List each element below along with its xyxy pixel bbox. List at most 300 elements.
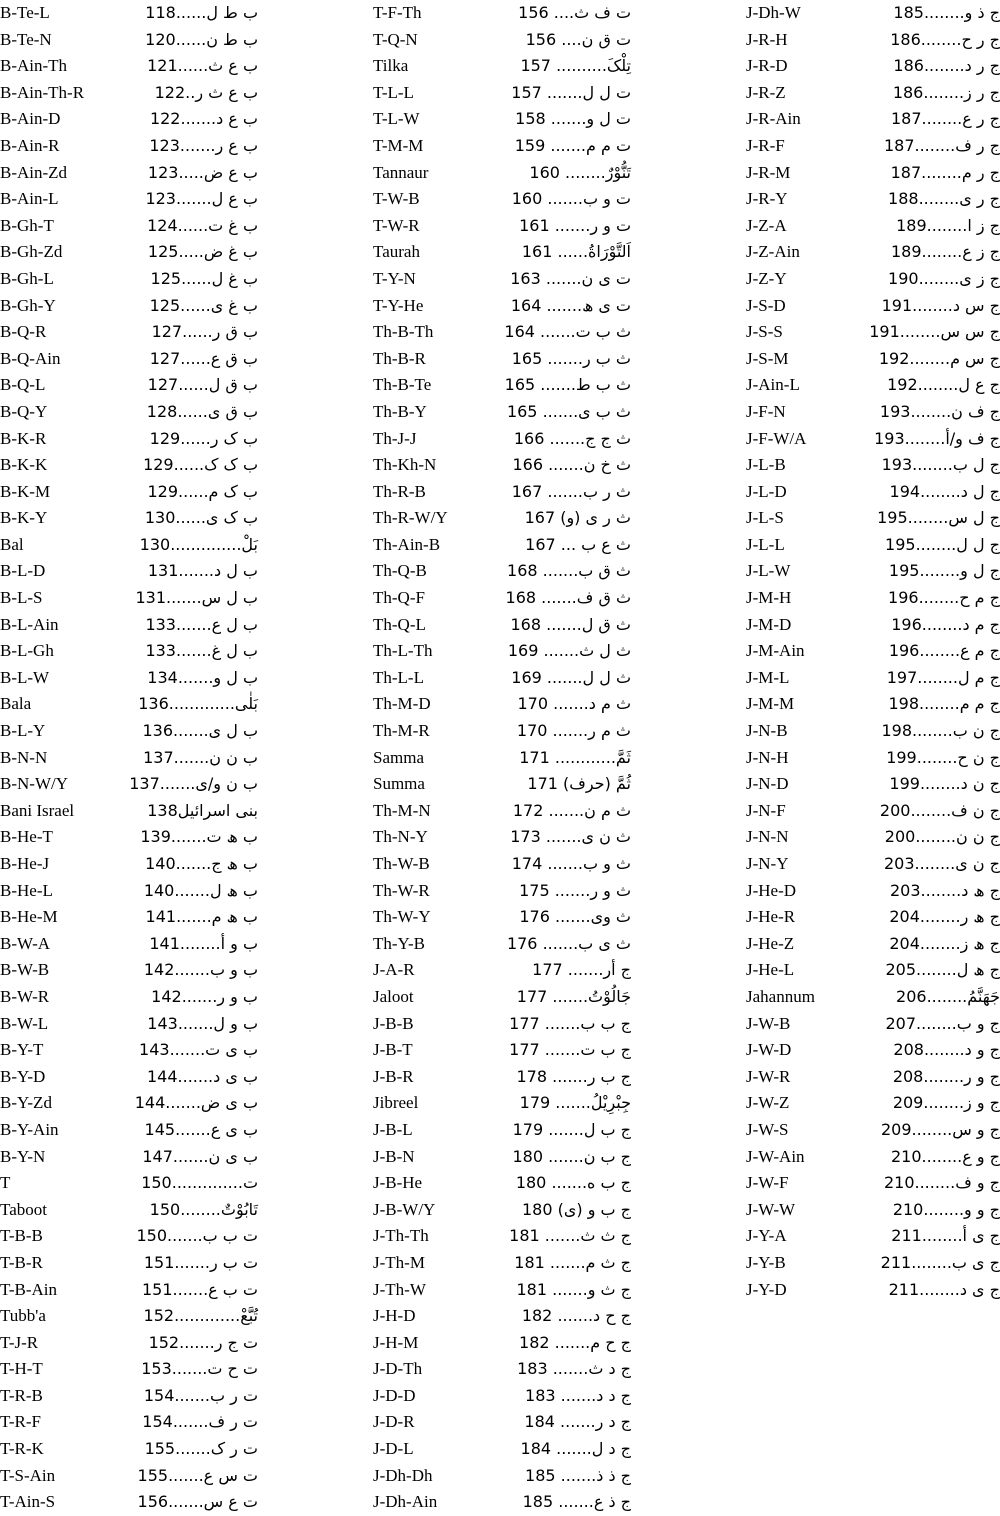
index-entry [373, 957, 631, 984]
transliteration-label: Th-B-Te [373, 375, 432, 395]
transliteration-label: J-M-Ain [746, 641, 805, 661]
arabic-root-with-page: ج م ع........196 [888, 641, 1000, 661]
arabic-root-with-page: ب و ر.......142 [151, 986, 258, 1006]
index-entry [746, 984, 1000, 1011]
arabic-root-with-page: ب ل ی.......136 [142, 721, 258, 741]
transliteration-label: B-L-S [0, 588, 43, 608]
arabic-root-with-page: ج ف و/أ........193 [874, 428, 1000, 448]
arabic-root-with-page: ب ھ ت.......139 [140, 827, 258, 847]
transliteration-label: Tannaur [373, 162, 429, 182]
index-entry [746, 239, 1000, 266]
arabic-root-with-page: ت ر ب.......154 [143, 1385, 258, 1405]
arabic-root-with-page: ج ز ا........189 [896, 215, 1000, 235]
index-entry [0, 745, 258, 772]
arabic-root-with-page: ب ی ن.......147 [142, 1146, 258, 1166]
index-entry [373, 1223, 631, 1250]
arabic-root-with-page: ج ن ن........200 [884, 827, 1000, 847]
transliteration-label: J-B-R [373, 1066, 414, 1086]
arabic-root-with-page: ج ح م....... 182 [519, 1332, 631, 1352]
arabic-root-with-page: اَلتَّوْرَاةُ...... 161 [521, 242, 631, 262]
arabic-root-with-page: ب ی ت.......143 [139, 1040, 258, 1060]
index-entry [373, 186, 631, 213]
transliteration-label: J-Z-Ain [746, 242, 800, 262]
index-entry [746, 745, 1000, 772]
index-entry [0, 984, 258, 1011]
transliteration-label: B-K-K [0, 455, 48, 475]
transliteration-label: Bal [0, 534, 24, 554]
index-entry [746, 878, 1000, 905]
arabic-root-with-page: ج د ل....... 184 [520, 1439, 631, 1459]
transliteration-label: B-Y-D [0, 1066, 46, 1086]
arabic-root-with-page: ب ع ث......121 [147, 56, 258, 76]
transliteration-label: B-Ain-D [0, 109, 61, 129]
transliteration-label: J-Dh-W [746, 3, 801, 22]
index-entry [0, 213, 258, 240]
arabic-root-with-page: ب ق ع......127 [149, 348, 258, 368]
index-entry [0, 133, 258, 160]
arabic-root-with-page: ج ل د........194 [889, 481, 1000, 501]
index-entry [373, 399, 631, 426]
transliteration-label: Th-Ain-B [373, 534, 441, 554]
index-entry [0, 80, 258, 107]
transliteration-label: J-R-F [746, 135, 785, 155]
transliteration-label: T-Y-He [373, 295, 424, 315]
index-entry [746, 452, 1000, 479]
transliteration-label: T [0, 1173, 11, 1193]
index-entry [373, 1330, 631, 1357]
transliteration-label: Th-L-L [373, 667, 424, 687]
arabic-root-with-page: جِبْرِیْلُ....... 179 [519, 1093, 631, 1113]
arabic-root-with-page: ث م ر....... 170 [516, 721, 631, 741]
transliteration-label: J-F-W/A [746, 428, 807, 448]
index-entry [746, 718, 1000, 745]
transliteration-label: J-Th-Th [373, 1226, 429, 1246]
transliteration-label: J-M-H [746, 588, 792, 608]
arabic-root-with-page: ج ف ن........193 [879, 401, 1000, 421]
arabic-root-with-page: ج ر م........187 [890, 162, 1000, 182]
index-entry [373, 851, 631, 878]
transliteration-label: Bala [0, 694, 32, 714]
arabic-root-with-page: ج و س........209 [881, 1119, 1000, 1139]
transliteration-label: J-W-B [746, 1013, 791, 1033]
index-entry [373, 532, 631, 559]
transliteration-label: Th-Q-F [373, 588, 425, 608]
index-entry [0, 691, 258, 718]
index-entry [746, 1064, 1000, 1091]
arabic-root-with-page: ج ن ب........198 [881, 721, 1000, 741]
index-entry [0, 426, 258, 453]
transliteration-label: Jibreel [373, 1093, 419, 1113]
transliteration-label: B-Ain-Zd [0, 162, 68, 182]
index-entry [373, 133, 631, 160]
index-entry [0, 106, 258, 133]
arabic-root-with-page: ب ق ی......128 [146, 401, 258, 421]
arabic-root-with-page: ج ب ت....... 177 [509, 1040, 631, 1060]
index-entry [373, 213, 631, 240]
arabic-root-with-page: ثُمَّ (حرف) 171 [527, 774, 631, 794]
transliteration-label: T-B-Ain [0, 1279, 57, 1299]
transliteration-label: J-H-M [373, 1332, 419, 1352]
arabic-root-with-page: ج و ع........210 [890, 1146, 1000, 1166]
arabic-root-with-page: ث ل ث....... 169 [507, 641, 631, 661]
arabic-root-with-page: ب ی ض.......144 [134, 1093, 258, 1113]
index-entry [746, 585, 1000, 612]
transliteration-label: J-R-H [746, 29, 788, 49]
arabic-root-with-page: ث و ب....... 174 [511, 854, 631, 873]
transliteration-label: J-He-D [746, 880, 797, 900]
index-column-1 [0, 0, 258, 1516]
arabic-root-with-page: ب غ ت......124 [147, 215, 258, 235]
transliteration-label: J-W-W [746, 1199, 796, 1219]
transliteration-label: J-B-He [373, 1173, 423, 1193]
transliteration-label: Th-W-Y [373, 907, 431, 927]
index-entry [373, 372, 631, 399]
arabic-root-with-page: ث ق ف....... 168 [505, 588, 631, 608]
transliteration-label: J-W-S [746, 1119, 789, 1139]
transliteration-label: B-Q-Y [0, 401, 48, 421]
index-entry [0, 1356, 258, 1383]
arabic-root-with-page: ب ع ض.....123 [147, 162, 258, 182]
arabic-root-with-page: ت ل و....... 158 [515, 109, 631, 129]
transliteration-label: B-Ain-Th-R [0, 82, 85, 102]
index-entry [0, 1277, 258, 1304]
index-entry [373, 1436, 631, 1463]
index-entry [373, 718, 631, 745]
transliteration-label: B-He-T [0, 827, 53, 847]
arabic-root-with-page: ب ک ی......130 [144, 508, 258, 528]
index-entry [746, 479, 1000, 506]
index-entry [0, 1330, 258, 1357]
arabic-root-with-page: ج ر د........186 [893, 56, 1000, 76]
index-entry [746, 691, 1000, 718]
index-entry [746, 1223, 1000, 1250]
arabic-root-with-page: ت و ب....... 160 [511, 189, 631, 209]
index-entry [373, 824, 631, 851]
transliteration-label: J-M-L [746, 667, 790, 687]
transliteration-label: Tubb'a [0, 1306, 46, 1326]
index-entry [746, 399, 1000, 426]
arabic-root-with-page: ج أر....... 177 [532, 960, 631, 980]
transliteration-label: B-K-R [0, 428, 47, 448]
transliteration-label: Th-W-R [373, 880, 430, 900]
index-entry [373, 160, 631, 187]
transliteration-label: T-R-K [0, 1439, 44, 1459]
transliteration-label: J-W-Z [746, 1093, 790, 1113]
index-entry [373, 346, 631, 373]
transliteration-label: J-B-N [373, 1146, 415, 1166]
index-entry [373, 638, 631, 665]
index-entry [373, 293, 631, 320]
index-entry [373, 1463, 631, 1490]
arabic-root-with-page: ت ع س.......156 [137, 1492, 258, 1512]
transliteration-label: B-W-R [0, 986, 50, 1006]
index-entry [373, 53, 631, 80]
arabic-root-with-page: ج ث ث....... 181 [509, 1226, 631, 1246]
arabic-root-with-page: ث ق ب....... 168 [507, 561, 631, 581]
transliteration-label: J-Y-A [746, 1226, 787, 1246]
arabic-root-with-page: ج و د........208 [893, 1040, 1000, 1060]
index-entry [373, 1197, 631, 1224]
transliteration-label: B-Gh-Zd [0, 242, 63, 262]
arabic-root-with-page: ج ب ب....... 177 [509, 1013, 631, 1033]
transliteration-label: J-He-L [746, 960, 795, 980]
arabic-root-with-page: ج ب ل....... 179 [512, 1119, 631, 1139]
transliteration-label: J-N-H [746, 747, 789, 767]
arabic-root-with-page: ث و ر....... 175 [519, 880, 631, 900]
transliteration-label: T-Y-N [373, 268, 416, 288]
index-entry [746, 851, 1000, 878]
transliteration-label: J-Dh-Dh [373, 1465, 433, 1485]
arabic-root-with-page: ث ب ت....... 164 [504, 322, 631, 342]
index-entry [0, 53, 258, 80]
transliteration-label: J-Y-B [746, 1252, 786, 1272]
index-entry [0, 1064, 258, 1091]
index-entry [373, 505, 631, 532]
index-entry [373, 585, 631, 612]
arabic-root-with-page: ب ط ن......120 [145, 29, 258, 49]
transliteration-label: T-L-L [373, 82, 414, 102]
transliteration-label: T-L-W [373, 109, 420, 129]
index-entry [373, 1409, 631, 1436]
index-entry [746, 319, 1000, 346]
index-entry [746, 106, 1000, 133]
arabic-root-with-page: ج ھ د........203 [889, 880, 1000, 900]
arabic-root-with-page: ب ل س.......131 [135, 588, 258, 608]
index-entry [0, 1090, 258, 1117]
transliteration-label: T-S-Ain [0, 1465, 56, 1485]
index-entry [746, 1277, 1000, 1304]
index-entry [746, 80, 1000, 107]
arabic-root-with-page: ج ل و........195 [888, 561, 1000, 581]
index-entry [373, 665, 631, 692]
transliteration-label: J-W-Ain [746, 1146, 805, 1166]
transliteration-label: Summa [373, 774, 425, 794]
arabic-root-with-page: ج د ر....... 184 [524, 1412, 631, 1432]
arabic-root-with-page: ج ز ی........190 [888, 268, 1000, 288]
transliteration-label: B-Q-Ain [0, 348, 61, 368]
arabic-root-with-page: ب و أ........141 [149, 933, 258, 953]
transliteration-label: T-B-R [0, 1252, 43, 1272]
arabic-root-with-page: ج ز ع........189 [890, 242, 1000, 262]
arabic-root-with-page: ب ک ر......129 [149, 428, 258, 448]
arabic-root-with-page: ث ی ب....... 176 [506, 933, 631, 953]
index-entry [0, 718, 258, 745]
arabic-root-with-page: ب ھ ل.......140 [143, 880, 258, 900]
arabic-root-with-page: ب ن ن.......137 [143, 747, 258, 767]
arabic-root-with-page: ت م م....... 159 [514, 135, 631, 155]
index-entry [373, 1064, 631, 1091]
transliteration-label: J-S-D [746, 295, 786, 315]
arabic-root-with-page: ث م د....... 170 [517, 694, 631, 714]
index-entry [0, 558, 258, 585]
index-entry [373, 878, 631, 905]
arabic-root-with-page: ب ل د.......131 [147, 561, 258, 581]
index-entry [0, 878, 258, 905]
transliteration-label: B-Gh-T [0, 215, 54, 235]
arabic-root-with-page: ب غ ل......125 [150, 268, 258, 288]
arabic-root-with-page: تَابُوْتٌ........150 [149, 1199, 258, 1219]
arabic-root-with-page: ت و ر....... 161 [519, 215, 631, 235]
index-entry [746, 346, 1000, 373]
arabic-root-with-page: ث م ن....... 172 [512, 800, 631, 820]
transliteration-label: B-Gh-L [0, 268, 54, 288]
arabic-root-with-page: ث خ ن....... 166 [512, 455, 631, 475]
arabic-root-with-page: ب ھ ج.......140 [145, 854, 258, 873]
index-entry [373, 904, 631, 931]
transliteration-label: B-Q-R [0, 322, 47, 342]
transliteration-label: B-Ain-L [0, 189, 59, 209]
arabic-root-with-page: ث ن ی....... 173 [510, 827, 631, 847]
transliteration-label: B-Y-N [0, 1146, 46, 1166]
transliteration-label: B-W-A [0, 933, 51, 953]
arabic-root-with-page: ج ر ف........187 [883, 135, 1000, 155]
index-entry [0, 1489, 258, 1516]
index-entry [0, 1144, 258, 1171]
transliteration-label: J-B-B [373, 1013, 414, 1033]
transliteration-label: J-D-D [373, 1385, 416, 1405]
index-entry [0, 372, 258, 399]
index-entry [0, 293, 258, 320]
transliteration-label: J-Dh-Ain [373, 1492, 438, 1512]
arabic-root-with-page: ج ذ ع....... 185 [522, 1492, 631, 1512]
arabic-root-with-page: ج ع ل........192 [887, 375, 1000, 395]
arabic-root-with-page: ب ل غ.......133 [145, 641, 258, 661]
index-entry [0, 239, 258, 266]
transliteration-label: B-Te-L [0, 3, 50, 22]
index-entry [373, 1170, 631, 1197]
index-entry [373, 931, 631, 958]
arabic-root-with-page: ج ن ح........199 [886, 747, 1000, 767]
arabic-root-with-page: ج ل ب........193 [881, 455, 1000, 475]
transliteration-label: B-He-M [0, 907, 58, 927]
index-entry [746, 1037, 1000, 1064]
index-entry [746, 771, 1000, 798]
index-entry [746, 1197, 1000, 1224]
transliteration-label: J-N-D [746, 774, 789, 794]
arabic-root-with-page: ج ذ ذ....... 185 [525, 1465, 631, 1485]
index-entry [746, 1250, 1000, 1277]
transliteration-label: Taurah [373, 242, 420, 262]
arabic-root-with-page: ب ک م......129 [147, 481, 258, 501]
arabic-root-with-page: ب غ ی......125 [149, 295, 258, 315]
transliteration-label: B-L-D [0, 561, 46, 581]
index-entry [746, 266, 1000, 293]
index-entry [746, 1090, 1000, 1117]
arabic-root-with-page: ج ذ و........185 [893, 3, 1000, 22]
index-entry [0, 824, 258, 851]
index-entry [746, 213, 1000, 240]
index-entry [373, 1250, 631, 1277]
arabic-root-with-page: ج ھ ل........205 [885, 960, 1000, 980]
arabic-root-with-page: ب و ل.......143 [147, 1013, 258, 1033]
transliteration-label: Th-Kh-N [373, 455, 437, 475]
index-entry [373, 106, 631, 133]
transliteration-label: J-L-W [746, 561, 791, 581]
transliteration-label: J-W-R [746, 1066, 791, 1086]
transliteration-label: J-Z-Y [746, 268, 787, 288]
index-entry [0, 612, 258, 639]
arabic-root-with-page: ج ن ف........200 [879, 800, 1000, 820]
index-entry [373, 1117, 631, 1144]
transliteration-label: T-R-B [0, 1385, 43, 1405]
index-entry [0, 399, 258, 426]
arabic-root-with-page: ج ل س........195 [877, 508, 1000, 528]
arabic-root-with-page: ت ر ک.......155 [144, 1439, 258, 1459]
index-entry [373, 80, 631, 107]
index-entry [0, 346, 258, 373]
index-entry [0, 1223, 258, 1250]
index-entry [0, 638, 258, 665]
transliteration-label: T-J-R [0, 1332, 39, 1352]
transliteration-label: J-D-L [373, 1439, 414, 1459]
arabic-root-with-page: ت ق ن.... 156 [525, 29, 631, 49]
transliteration-label: T-F-Th [373, 3, 422, 22]
transliteration-label: J-L-S [746, 508, 784, 528]
arabic-root-with-page: ث وی....... 176 [519, 907, 631, 927]
transliteration-label: J-L-B [746, 455, 786, 475]
index-entry [373, 691, 631, 718]
arabic-root-with-page: ب ی ع.......145 [144, 1119, 258, 1139]
index-entry [373, 1277, 631, 1304]
arabic-root-with-page: ث ر ب....... 167 [511, 481, 631, 501]
transliteration-label: Th-Y-B [373, 933, 425, 953]
transliteration-label: B-L-Y [0, 721, 46, 741]
index-entry [746, 133, 1000, 160]
index-entry [373, 1383, 631, 1410]
index-entry [373, 239, 631, 266]
arabic-root-with-page: ج ل ل........195 [885, 534, 1000, 554]
transliteration-label: B-N-W/Y [0, 774, 68, 794]
index-entry [746, 904, 1000, 931]
transliteration-label: J-W-D [746, 1040, 792, 1060]
index-entry [746, 532, 1000, 559]
arabic-root-with-page: ب ل و.......134 [147, 667, 258, 687]
transliteration-label: J-N-B [746, 721, 788, 741]
index-entry [0, 505, 258, 532]
transliteration-label: J-D-R [373, 1412, 415, 1432]
arabic-root-with-page: ت ی ن....... 163 [510, 268, 631, 288]
index-entry [0, 904, 258, 931]
index-column-2 [373, 0, 631, 1516]
index-entry [746, 53, 1000, 80]
arabic-root-with-page: ت ج ر.......152 [148, 1332, 258, 1352]
arabic-root-with-page: ث ق ل....... 168 [510, 614, 631, 634]
arabic-root-with-page: ج ھ ر........204 [889, 907, 1000, 927]
arabic-root-with-page: بنی اسرائیل138 [147, 800, 258, 820]
index-entry [373, 1356, 631, 1383]
arabic-root-with-page: ج م د........196 [891, 614, 1000, 634]
index-entry [373, 479, 631, 506]
transliteration-label: Th-N-Y [373, 827, 428, 847]
index-entry [0, 532, 258, 559]
index-entry [0, 1436, 258, 1463]
index-entry [0, 665, 258, 692]
transliteration-label: T-B-B [0, 1226, 43, 1246]
index-entry [373, 745, 631, 772]
transliteration-label: B-Y-Zd [0, 1093, 52, 1113]
arabic-root-with-page: ج و ب........207 [885, 1013, 1000, 1033]
transliteration-label: Th-B-Y [373, 401, 427, 421]
index-entry [373, 27, 631, 54]
transliteration-label: Jahannum [746, 986, 815, 1006]
transliteration-label: J-W-F [746, 1173, 789, 1193]
arabic-root-with-page: ث ع ب ... 167 [525, 534, 631, 554]
arabic-root-with-page: ج ب ن....... 180 [512, 1146, 631, 1166]
transliteration-label: Th-M-D [373, 694, 431, 714]
index-entry [0, 585, 258, 612]
arabic-root-with-page: ب ک ک......129 [143, 455, 258, 475]
transliteration-label: J-Ain-L [746, 375, 800, 395]
